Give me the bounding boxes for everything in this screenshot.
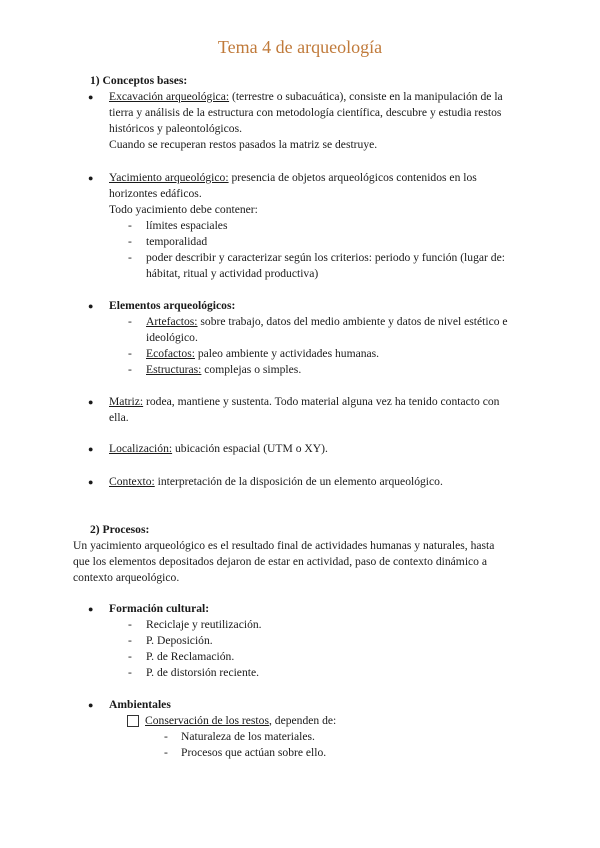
bullet-icon: ● [88, 604, 94, 614]
matriz-line-1 [109, 394, 499, 410]
yacimiento-line-1 [109, 170, 477, 186]
term-localizacion: Localización: [109, 442, 173, 455]
bullet-icon: ● [88, 301, 94, 311]
dash-icon: - [128, 347, 132, 360]
bullet-icon: ● [88, 700, 94, 710]
list-item-cont: hábitat, ritual y actividad productiva) [146, 267, 319, 280]
formacion-heading: Formación cultural: [109, 602, 210, 615]
term-contexto: Contexto: [109, 475, 155, 488]
yacimiento-line-2: horizontes edáficos. [109, 187, 202, 200]
list-item: Reciclaje y reutilización. [146, 618, 262, 631]
procesos-para-3: contexto arqueológico. [73, 571, 180, 584]
list-item: Procesos que actúan sobre ello. [181, 746, 327, 759]
bullet-icon: ● [88, 397, 94, 407]
matriz-text: rodea, mantiene y sustenta. Todo material alguna vez ha tenido contacto con [143, 395, 500, 408]
ambientales-heading: Ambientales [109, 698, 171, 711]
dash-icon: - [128, 634, 132, 647]
bullet-icon: ● [88, 173, 94, 183]
list-item [146, 362, 301, 378]
list-item: temporalidad [146, 235, 208, 248]
page-title: Tema 4 de arqueología [217, 37, 383, 57]
excavacion-line-4: Cuando se recuperan restos pasados la matriz se destruye. [109, 138, 378, 151]
term-yacimiento: Yacimiento arqueológico: [109, 171, 229, 184]
localizacion-line [109, 441, 328, 457]
excavacion-text: (terrestre o subacuática), consiste en la manipulación de la [229, 90, 503, 103]
dash-icon: - [128, 666, 132, 679]
list-item: poder describir y caracterizar según los criterios: periodo y función (lugar de: [146, 251, 505, 264]
bullet-icon: ● [88, 92, 94, 102]
localizacion-text: ubicación espacial (UTM o XY). [172, 442, 328, 455]
list-item: P. de Reclamación. [146, 650, 235, 663]
term-estructuras: Estructuras: [146, 363, 202, 376]
term-conservacion: Conservación de los restos [145, 714, 269, 727]
list-item: Naturaleza de los materiales. [181, 730, 315, 743]
excavacion-line-3: históricos y paleontológicos. [109, 122, 242, 135]
dash-icon: - [128, 251, 132, 264]
ecofactos-text: paleo ambiente y actividades humanas. [194, 347, 380, 360]
dash-icon: - [128, 219, 132, 232]
contexto-text: interpretación de la disposición de un elemento arqueológico. [154, 475, 443, 488]
dash-icon: - [128, 235, 132, 248]
bullet-icon: ● [88, 477, 94, 487]
procesos-para-1: Un yacimiento arqueológico es el resultado final de actividades humanas y naturales, hasta [73, 539, 495, 552]
excavacion-line-1 [109, 89, 503, 105]
dash-icon: - [164, 730, 168, 743]
dash-icon: - [164, 746, 168, 759]
list-item: P. Deposición. [146, 634, 213, 647]
estructuras-text: complejas o simples. [201, 363, 302, 376]
list-item [146, 346, 379, 362]
matriz-line-2: ella. [109, 411, 129, 424]
conservacion-line [145, 713, 336, 729]
dash-icon: - [128, 363, 132, 376]
list-item: límites espaciales [146, 219, 228, 232]
elementos-heading: Elementos arqueológicos: [109, 299, 236, 312]
list-item [146, 314, 508, 330]
yacimiento-text: presencia de objetos arqueológicos contenidos en los [228, 171, 477, 184]
term-matriz: Matriz: [109, 395, 144, 408]
term-artefactos: Artefactos: [146, 315, 198, 328]
section-1-heading: 1) Conceptos bases: [90, 74, 188, 87]
contexto-line [109, 474, 443, 490]
bullet-icon: ● [88, 444, 94, 454]
term-ecofactos: Ecofactos: [146, 347, 195, 360]
procesos-para-2: que los elementos depositados dejaron de estar en actividad, paso de contexto dinámico a [73, 555, 488, 568]
artefactos-text: sobre trabajo, datos del medio ambiente y datos de nivel estético e [197, 315, 508, 328]
yacimiento-line-3: Todo yacimiento debe contener: [109, 203, 258, 216]
dash-icon: - [128, 650, 132, 663]
dash-icon: - [128, 618, 132, 631]
checkbox-icon[interactable] [127, 715, 139, 727]
dash-icon: - [128, 315, 132, 328]
term-excavacion: Excavación arqueológica: [109, 90, 230, 103]
section-2-heading: 2) Procesos: [90, 523, 150, 536]
list-item: P. de distorsión reciente. [146, 666, 260, 679]
list-item-cont: ideológico. [146, 331, 198, 344]
conservacion-text: , dependen de: [268, 714, 337, 727]
excavacion-line-2: tierra y análisis de la estructura con metodología científica, descubre y estudia restos [109, 106, 502, 119]
